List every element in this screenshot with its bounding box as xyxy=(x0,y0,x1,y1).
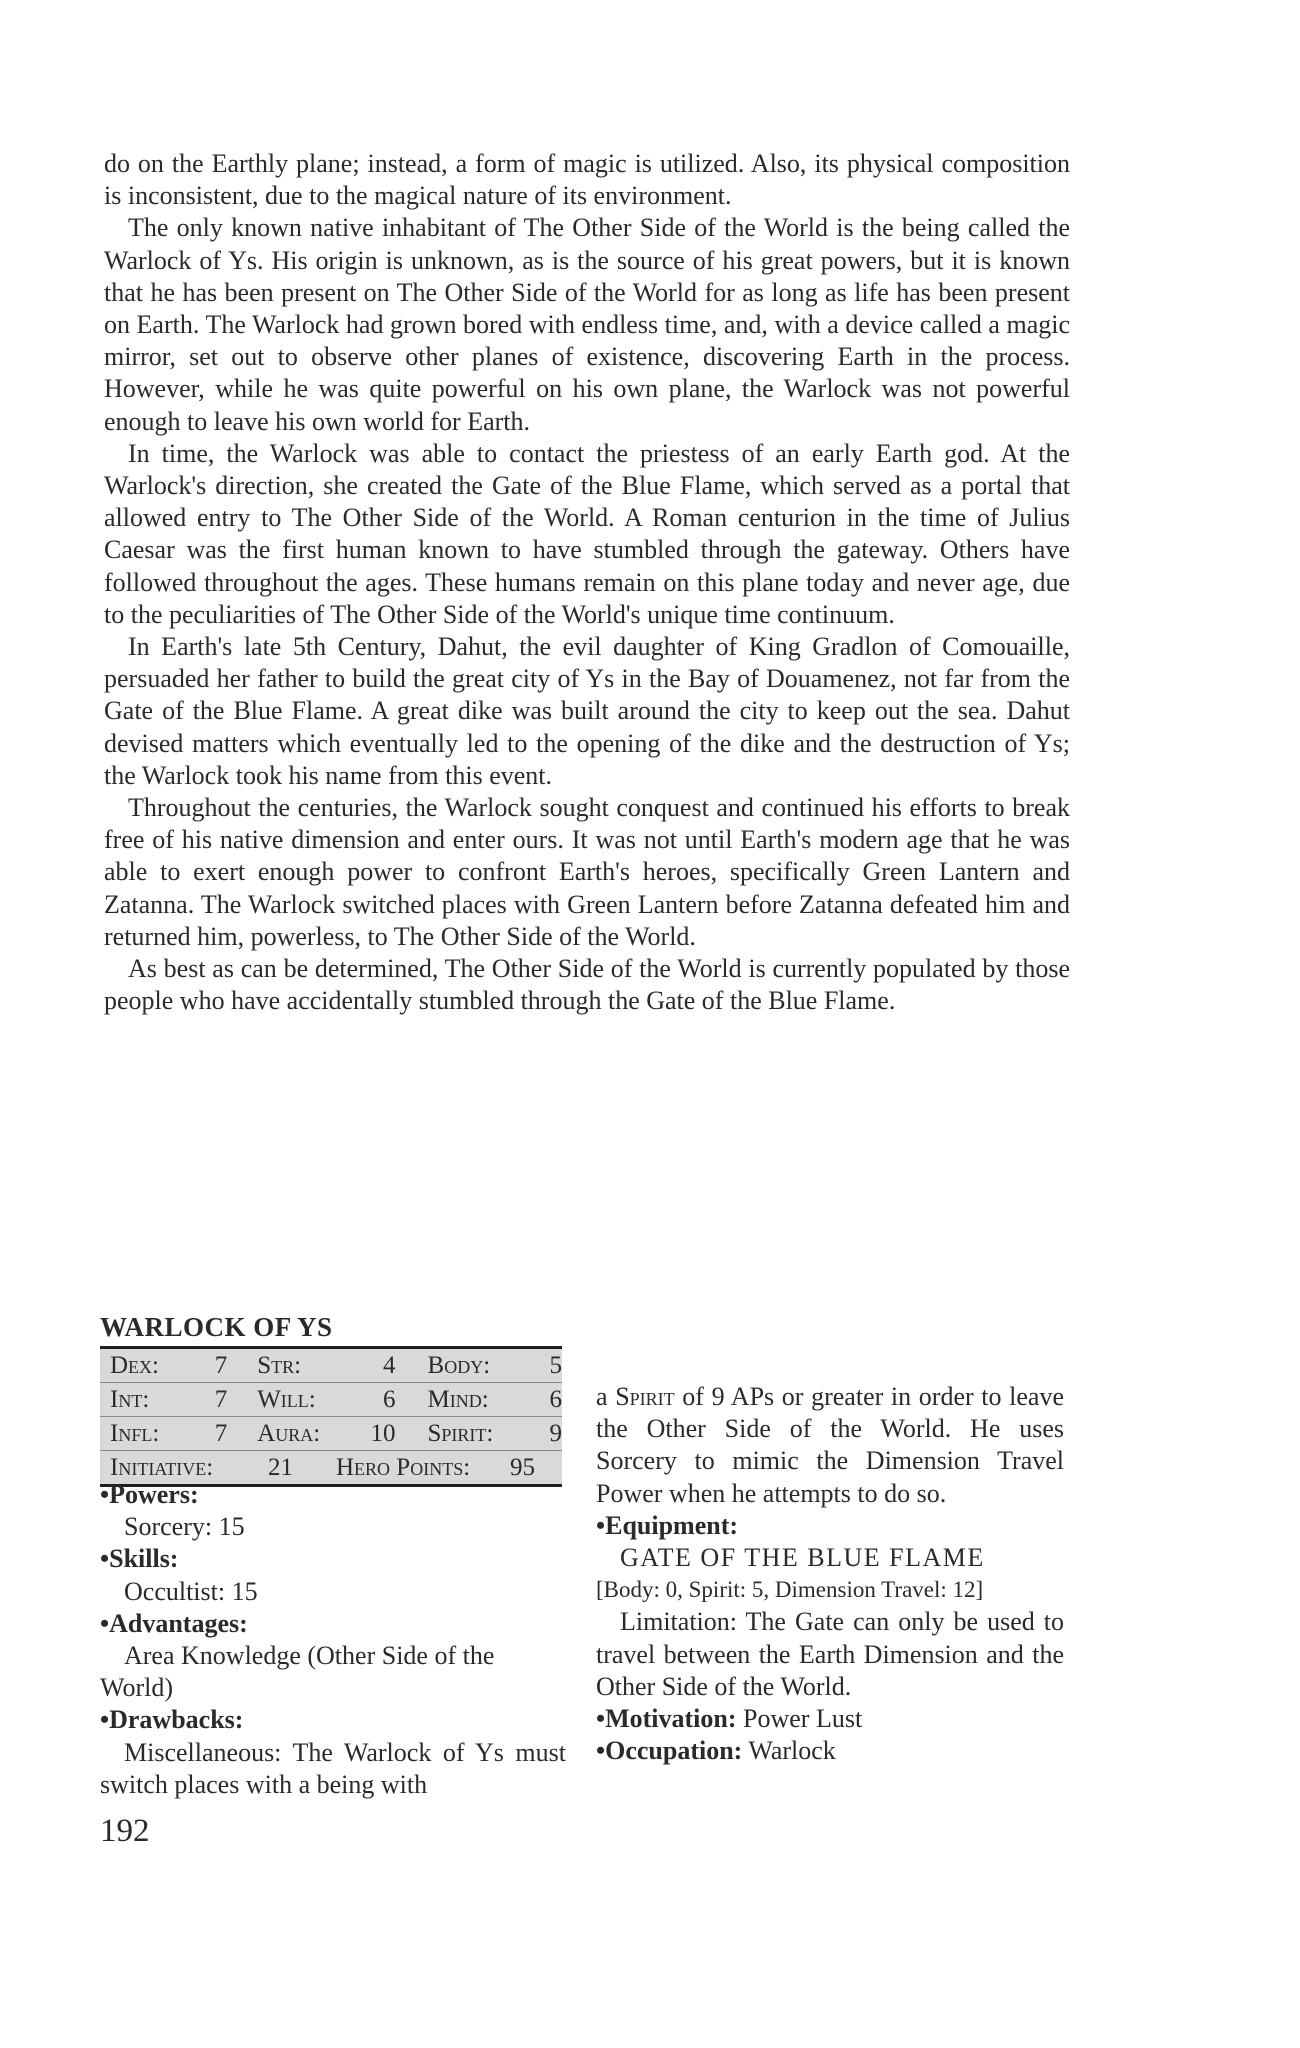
drawbacks-continued xyxy=(596,1381,1064,1510)
powers-heading: •Powers: xyxy=(100,1480,199,1509)
paragraph: In Earth's late 5th Century, Dahut, the evil daughter of King Gradlon of Comouaille, persuaded her father to build the great city of Ys in the Bay of Douamenez, not far from the Gate of the Blue Flame. A great dike was built around the city to keep out the sea. Dahut devised matters which eventually led to the opening of the dike and the destruction of Ys; the Warlock took his name from this event. xyxy=(104,632,1070,790)
advantages-text: Area Knowledge (Other Side of the World) xyxy=(100,1641,495,1703)
attribute-row xyxy=(100,1417,562,1451)
drawbacks-continued-post: of 9 APs or greater in order to leave the Other Side of the World. He uses Sorcery to mimic the Dimension Travel Power when he attempts to do so. xyxy=(596,1382,1064,1508)
drawbacks-heading: •Drawbacks: xyxy=(100,1705,244,1735)
paragraph: Throughout the centuries, the Warlock sought conquest and continued his efforts to break free of his native dimension and enter ours. It was not until Earth's modern age that he was able to exert enough power to confront Earth's heroes, specifically Green Lantern and Zatanna. The Warlock switched places with Green Lantern before Zatanna defeated him and returned him, powerless, to The Other Side of the World. xyxy=(104,793,1070,951)
attribute-label: Str: xyxy=(257,1351,302,1379)
attribute-value: 9 xyxy=(549,1419,562,1447)
initiative-label: Initiative: xyxy=(110,1453,214,1481)
occupation-value: Warlock xyxy=(742,1736,836,1766)
occupation-line xyxy=(596,1735,1064,1767)
attribute-value: 7 xyxy=(214,1351,228,1379)
paragraph: The only known native inhabitant of The Other Side of the World is the being called the Warlock of Ys. His origin is unknown, as is the source of his great powers, but it is known that he has been present on The Other Side of the World for as long as life has been present on Earth. The Warlock had grown bored with endless time, and, with a device called a magic mirror, set out to observe other planes of existence, discovering Earth in the process. However, while he was quite powerful on his own plane, the Warlock was not powerful enough to leave his own world for Earth. xyxy=(104,213,1070,436)
attribute-value: 10 xyxy=(370,1419,396,1447)
gate-name: GATE OF THE BLUE FLAME xyxy=(620,1543,985,1573)
character-name: WARLOCK OF YS xyxy=(100,1312,333,1342)
hero-points-label: Hero Points: xyxy=(336,1453,471,1481)
advantages-heading: •Advantages: xyxy=(100,1608,248,1638)
paragraph: In time, the Warlock was able to contact the priestess of an early Earth god. At the Warlock's direction, she created the Gate of the Blue Flame, which served as a portal that allowed entry to The Other Side of the World. A Roman centurion in the time of Julius Caesar was the first human known to have stumbled through the gateway. Others have followed throughout the ages. These humans remain on this plane today and never age, due to the peculiarities of The Other Side of the World's unique time continuum. xyxy=(104,438,1070,629)
attribute-label: Int: xyxy=(110,1385,150,1413)
paragraph: As best as can be determined, The Other Side of the World is currently populated by those people who have accidentally stumbled through the Gate of the Blue Flame. xyxy=(104,954,1070,1016)
gate-stats: [Body: 0, Spirit: 5, Dimension Travel: 12] xyxy=(596,1577,984,1603)
paragraph: do on the Earthly plane; instead, a form of magic is utilized. Also, its physical composition is inconsistent, due to the magical nature of its environment. xyxy=(104,149,1070,211)
equipment-heading: •Equipment: xyxy=(596,1510,739,1540)
drawbacks-text: Miscellaneous: The Warlock of Ys must switch places with a being with xyxy=(100,1737,566,1799)
occupation-heading: •Occupation: xyxy=(596,1736,743,1766)
body-text xyxy=(104,148,1070,1017)
stat-details-left xyxy=(100,1479,566,1801)
attribute-label: Body: xyxy=(427,1351,491,1379)
attribute-row xyxy=(100,1349,562,1383)
spirit-term: Spirit xyxy=(615,1382,675,1411)
attribute-value: 7 xyxy=(214,1385,228,1413)
motivation-heading: •Motivation: xyxy=(596,1704,737,1734)
initiative-value: 21 xyxy=(268,1453,293,1481)
stat-details-right xyxy=(596,1381,1064,1767)
attribute-value: 6 xyxy=(383,1385,396,1413)
attribute-label: Infl: xyxy=(110,1419,160,1447)
attribute-value: 4 xyxy=(383,1351,396,1379)
page-number: 192 xyxy=(100,1813,150,1849)
attribute-table xyxy=(100,1346,562,1487)
motivation-line xyxy=(596,1703,1064,1735)
drawbacks-continued-pre: a xyxy=(596,1382,616,1411)
skills-text: Occultist: 15 xyxy=(124,1576,258,1606)
attribute-value: 7 xyxy=(214,1419,228,1447)
attribute-label: Will: xyxy=(257,1385,316,1413)
attribute-value: 5 xyxy=(549,1351,562,1379)
attribute-label: Dex: xyxy=(110,1351,159,1379)
attribute-row xyxy=(100,1383,562,1417)
attribute-label: Spirit: xyxy=(427,1419,494,1447)
attribute-label: Mind: xyxy=(427,1385,489,1413)
powers-text: Sorcery: 15 xyxy=(124,1512,245,1542)
motivation-value: Power Lust xyxy=(736,1704,863,1734)
hero-points-value: 95 xyxy=(510,1453,535,1481)
limitation-text: Limitation: The Gate can only be used to travel between the Earth Dimension and the Other Side of the World. xyxy=(596,1607,1064,1701)
attribute-label: Aura: xyxy=(257,1419,321,1447)
attribute-value: 6 xyxy=(549,1385,562,1413)
skills-heading: •Skills: xyxy=(100,1544,179,1574)
